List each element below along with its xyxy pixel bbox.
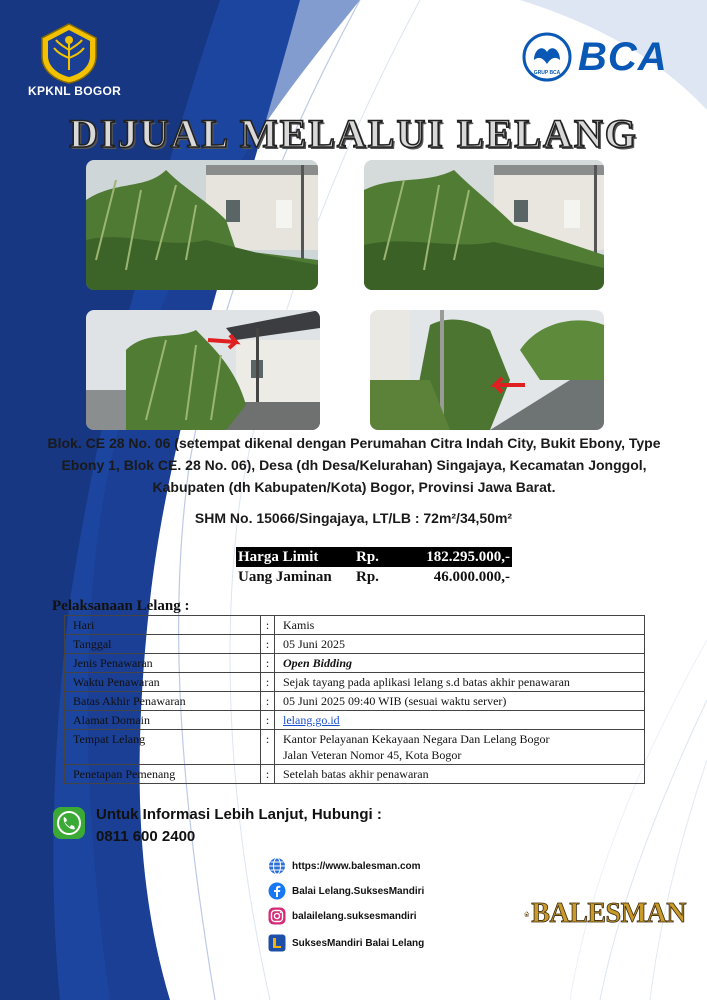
row-key: Hari [65,616,261,635]
row-separator: : [261,654,275,673]
row-value [275,711,645,730]
kemenkeu-logo [38,22,100,84]
row-separator: : [261,765,275,784]
website-link[interactable] [268,856,528,876]
facebook-link[interactable] [268,881,528,901]
venue-address: Jalan Veteran Nomor 45, Kota Bogor [283,748,462,762]
contact-title: Untuk Informasi Lebih Lanjut, Hubungi : [96,806,382,823]
table-row [65,635,645,654]
row-value: 05 Juni 2025 09:40 WIB (sesuai waktu server) [275,692,645,711]
limit-price-currency: Rp. [356,548,379,565]
table-row [65,765,645,784]
table-row [65,616,645,635]
row-key: Alamat Domain [65,711,261,730]
facebook-icon [268,882,286,900]
instagram-icon [268,907,286,925]
table-row [65,711,645,730]
bca-emblem-icon [522,32,572,82]
price-block [236,547,512,587]
address-line: Ebony 1, Blok CE. 28 No. 06), Desa (dh Desa/Kelurahan) Singajaya, Kecamatan Jonggol, [61,457,647,473]
instagram-text: balailelang.suksesmandiri [292,910,417,922]
venue-name: Kantor Pelayanan Kekayaan Negara Dan Lelang Bogor [283,732,550,746]
table-row [65,730,645,765]
row-key: Penetapan Pemenang [65,765,261,784]
deposit-row [236,567,512,587]
instagram-link[interactable] [268,906,528,926]
deposit-currency: Rp. [356,568,379,585]
address-line: Blok. CE 28 No. 06 (setempat dikenal dengan Perumahan Citra Indah City, Bukit Ebony, Type [47,435,661,451]
row-key: Jenis Penawaran [65,654,261,673]
row-key: Tempat Lelang [65,730,261,765]
table-row [65,673,645,692]
row-separator: : [261,692,275,711]
deposit-label: Uang Jaminan [238,568,332,585]
row-separator: : [261,635,275,654]
row-key: Batas Akhir Penawaran [65,692,261,711]
balesman-logo [524,888,686,940]
page-title: DIJUAL MELALUI LELANG [69,111,638,156]
row-separator: : [261,673,275,692]
row-key: Waktu Penawaran [65,673,261,692]
bca-wordmark: BCA [578,34,668,79]
row-separator: : [261,711,275,730]
schedule-table [64,615,645,784]
org-label: KPKNL BOGOR [28,84,122,98]
app-link[interactable] [268,933,528,953]
table-row [65,692,645,711]
row-value: Open Bidding [275,654,645,673]
deposit-value: 46.000.000,- [433,568,510,585]
whatsapp-phone-icon [52,806,86,840]
property-photo-3 [86,310,320,430]
row-separator: : [261,616,275,635]
app-icon [268,934,286,952]
row-value: Sejak tayang pada aplikasi lelang s.d batas akhir penawaran [275,673,645,692]
balesman-wordmark: BALESMAN [531,898,686,929]
website-text: https://www.balesman.com [292,860,421,872]
bca-logo [522,32,682,82]
row-key: Tanggal [65,635,261,654]
domain-link[interactable]: lelang.go.id [283,713,340,727]
property-photo-4 [370,310,604,430]
house-logo-icon [524,890,529,938]
row-value: 05 Juni 2025 [275,635,645,654]
address-line: Kabupaten (dh Kabupaten/Kota) Bogor, Provinsi Jawa Barat. [152,479,556,495]
row-value: Setelah batas akhir penawaran [275,765,645,784]
limit-price-value: 182.295.000,- [426,548,510,565]
property-photo-1 [86,160,318,290]
property-address [44,432,664,498]
contact-phone[interactable]: 0811 600 2400 [96,828,196,845]
certificate-info: SHM No. 15066/Singajaya, LT/LB : 72m²/34,50m² [194,510,513,526]
facebook-text: Balai Lelang.SuksesMandiri [292,885,425,897]
row-value: Kamis [275,616,645,635]
app-text: SuksesMandiri Balai Lelang [292,937,425,949]
table-row [65,654,645,673]
row-separator: : [261,730,275,765]
globe-icon [268,857,286,875]
svg-text:GRUP BCA: GRUP BCA [533,70,561,76]
limit-price-row [236,547,512,567]
limit-price-label: Harga Limit [238,548,319,565]
schedule-title: Pelaksanaan Lelang : [52,598,190,614]
row-value [275,730,645,765]
property-photo-2 [364,160,604,290]
